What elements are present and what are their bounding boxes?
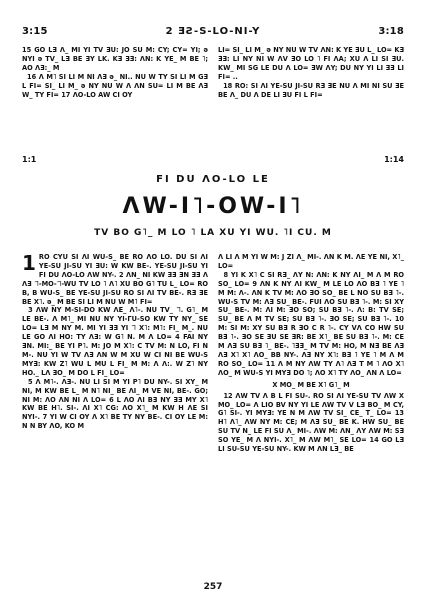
verse-number: 16	[27, 72, 37, 81]
main-left-column	[22, 253, 208, 431]
top-right-column	[218, 46, 404, 99]
main-section	[22, 253, 404, 567]
verse-text: Λ M˥ SI LI M NI ɅƎ ǝ_ NI.. NU W TY SI LI M GƎ L FI= SI_ LI M_ ǝ NY NU W Λ ɅN SU= LI M BE ɅƎ W_ TY FI=	[22, 72, 209, 99]
verse-paragraph	[22, 306, 208, 377]
verse-paragraph	[218, 253, 404, 271]
top-section	[22, 46, 404, 134]
verse-number: 15	[22, 46, 32, 54]
verse-number: 18	[223, 81, 233, 90]
chapter-number: 1	[22, 251, 36, 275]
verse-text: LI= SI_ LI M_ ǝ NY NU W TV ɅN: K YE ƎU L_ LO= KƎ ƎƎ: LI NY NI W ΛV ƎO LO ˥ FI ɅA; XU Λ LI SI ƎU. KW_ MI SG LE DU Λ LO= ƎW ΛY; DU NY YI LI ƎƎ LI FI= ..	[218, 46, 404, 81]
verse-text: GO LƎ Λ_ MI YI TV ƎU: JO SU M: CY; CY= YI; ǝ NYI ǝ TV_ LƎ BE ƎY LK. KƎ ƎƎ: ɅN: K YE_ M BE ˥; AO ɅƎ:_ M	[22, 46, 209, 72]
verse-paragraph	[218, 271, 404, 378]
book-title: ɅW-I˥-OW-I˥	[122, 194, 304, 219]
header-title: 2 ƎƧ-S-LO-NI-Y	[165, 26, 261, 37]
verse-text: Λ LI Λ M YI W M: J ZI Λ_ MI-. ɅN K M. ɅE YE NI, X˥_ LO=	[218, 253, 404, 270]
verse-paragraph	[22, 253, 208, 306]
verse-paragraph	[22, 378, 208, 431]
top-left-column	[22, 46, 208, 99]
verse-paragraph	[22, 73, 208, 100]
running-header	[22, 26, 404, 40]
header-right-ref: 3:18	[378, 26, 404, 37]
section-start-ref: 1:1	[22, 155, 37, 164]
verse-paragraph	[22, 46, 208, 73]
verse-number: 5	[27, 377, 33, 386]
book-subtitle: FI DU ɅO-LO LE	[156, 174, 270, 185]
section-heading: X MO_ M BE X˥ G˥_ M	[272, 380, 350, 389]
main-right-column	[218, 253, 404, 454]
verse-text: YI K X˥ C SI RƎ_ ΛY N: ɅN: K NY ɅI_ M Λ M RO SO_ LO= 9 ɅN K NY ɅI KW_ M LE LO ɅO BƎ ˥ YE ˥ M M: Λ-. ɅN K TV M: ɅO ƎO SO_ BE L NO SU BƎ ˥-. WU-S TV M: ɅƎ SU_ BE-. FUI ɅO SU BƎ ˥-. M: SI XY SU_ BE-. M: ɅI M: ƎO SO; SU BƎ ˥-. Λ: B: TV SE; SU_ BE Λ M TV SE; SU BƎ ˥-. ƎO SE; SU BƎ ˥-. 10 M: SI M: XY SU BƎ R ƎO C R ˥-. CY VΛ CO HW SU BƎ ˥-. ƎO SE ƎU SE ƎR: BE X˥_ BE SU BƎ ˥-. M: CE M ɅƎ SU BƎ ˥_ BE-. ˥ƎƎ_ M TV M: HO, M NƎ BE ΛƎ ΛƎ X˥ X˥ ɅO_ BB NY-. ΛƎ NY X˥: BƎ ˥ YE ˥ M Λ M RO SO_ LO= 11 Λ M NY ΛW TY Λ˥ ɅƎ T M ˥ ɅO X˥ ɅO_ M WU-S YI MYƎ DO ˥; ΛO X˥ TY ɅO_ ɅN Λ LO=	[218, 270, 405, 377]
verse-paragraph	[218, 392, 404, 454]
verse-number: 3	[28, 306, 33, 315]
verse-text: RO: SI ɅI YE-SU JI-SU RƎ ƎE NU Λ MI NI SU ƎE BE Λ_ DU Λ DE LI ƎU FI L FI=	[218, 81, 404, 99]
verse-text: ΛW NY M-SI-DO KW ɅE_ Λ˥-. NU TV_ ˥˥. G˥_ M LE BE-. Λ M˥_ MI NU NY YI-ΓU-SO KW TY NY_ SE LO= LƎ M NY M. MI YI ƎƎ YI ˥˥ X˥: M˥: FI_ M_. NU LE GO ɅI HO: TY ɅƎ: W G˥ N. M Λ LO= 4 FAI NY ƎN. MI:_ BE YI P˥. M: JO M X˥: C TV M: N LO, FI N M-. NU YI W TV ɅƎ ɅN W M XU W CI NI BE WU-S MYƎ: KW Z˥ WU L MU L FI_ M M: Λ Λ:. W Z˥ NY HO._ LΛ ƎO_ M DO L FI_ LO=	[22, 306, 209, 377]
verse-number: 12	[223, 391, 233, 400]
verse-paragraph	[218, 82, 404, 100]
section-end-ref: 1:14	[384, 155, 404, 164]
page-number: 257	[203, 582, 223, 592]
verse-number: 8	[223, 270, 229, 279]
verse-number: 17	[61, 90, 71, 99]
verse-text: ɅO-LO AW CI OY	[72, 90, 133, 99]
section-title: TV BO G˥_ M LO ˥ LA XU YI WU. ˥I CU. M	[94, 228, 332, 238]
verse-paragraph	[218, 46, 404, 82]
verse-text: ΛW TV Λ B L FI SU-. RO SI ɅI YE-SU TV ΛW X MO_ LO= Λ LIO BV NY YI LE ΛW TV V LƎ BO_ M CY, G˥ SI-. YI MYƎ: YE N M ΛW TV SI_ CE_ T_ LO= 13 H˥ Λ˥_ ΛW NY M: CE; M ɅƎ SU_ BE K. HW SU_ BE SU TV N_ LE FI SU Λ_ MI-. ΛW M: ɅN_ ΛY ΛW M: SƎ SO YE_ M Λ NYI-. X˥_ M ΛW M˥_ SE LO= 14 GO LƎ LI SU-SU YE-SU NY-. KW M ɅN LƎ_ BE	[218, 391, 405, 454]
verse-text: RO CYU SI ɅI WU-S_ BE RO ΛO LO. DU SI ɅI YE-SU JI-SU YI ƎU: W KW BE-. YE-SU JI-SU YI FI DU ɅO-LO ΛW NY-. 2 ɅN_ NI KW ƎƎ ƎN ƎƎ Λ ɅƎ ˥˥-MO-˥˥-WU TV LO ˥ Λ˥ XU BO G˥ TU L_ LO= RO B, B WU-S_ BE YE-SU JI-SU RO SI ɅI TV BE-. RƎ ƎE BE X˥. ǝ_ M BE SI LI M NU W M˥ FI=	[22, 253, 208, 306]
verse-text: Λ M˥-. ɅƎ-. NU LI SI M YI P˥ DU NY-. SI XY_ M NI, M KW BE L_ M N˥ NI_ BE ɅI_ M VE NI, BE-. GO; NI M: ɅO ɅN NI Λ LO= 6 L ɅO ɅI BƎ NY ƎƎ MY X˥ KW BE H˥. SI-. ɅI X˥ CG: ɅO X˥_ M KW H ɅE SI NYI-. 7 YI W CI OY Λ X˥ BE TY NY BE-. CI OY LE M: N N BY ΛO, KO M	[22, 377, 209, 431]
header-left-ref: 3:15	[22, 26, 48, 37]
